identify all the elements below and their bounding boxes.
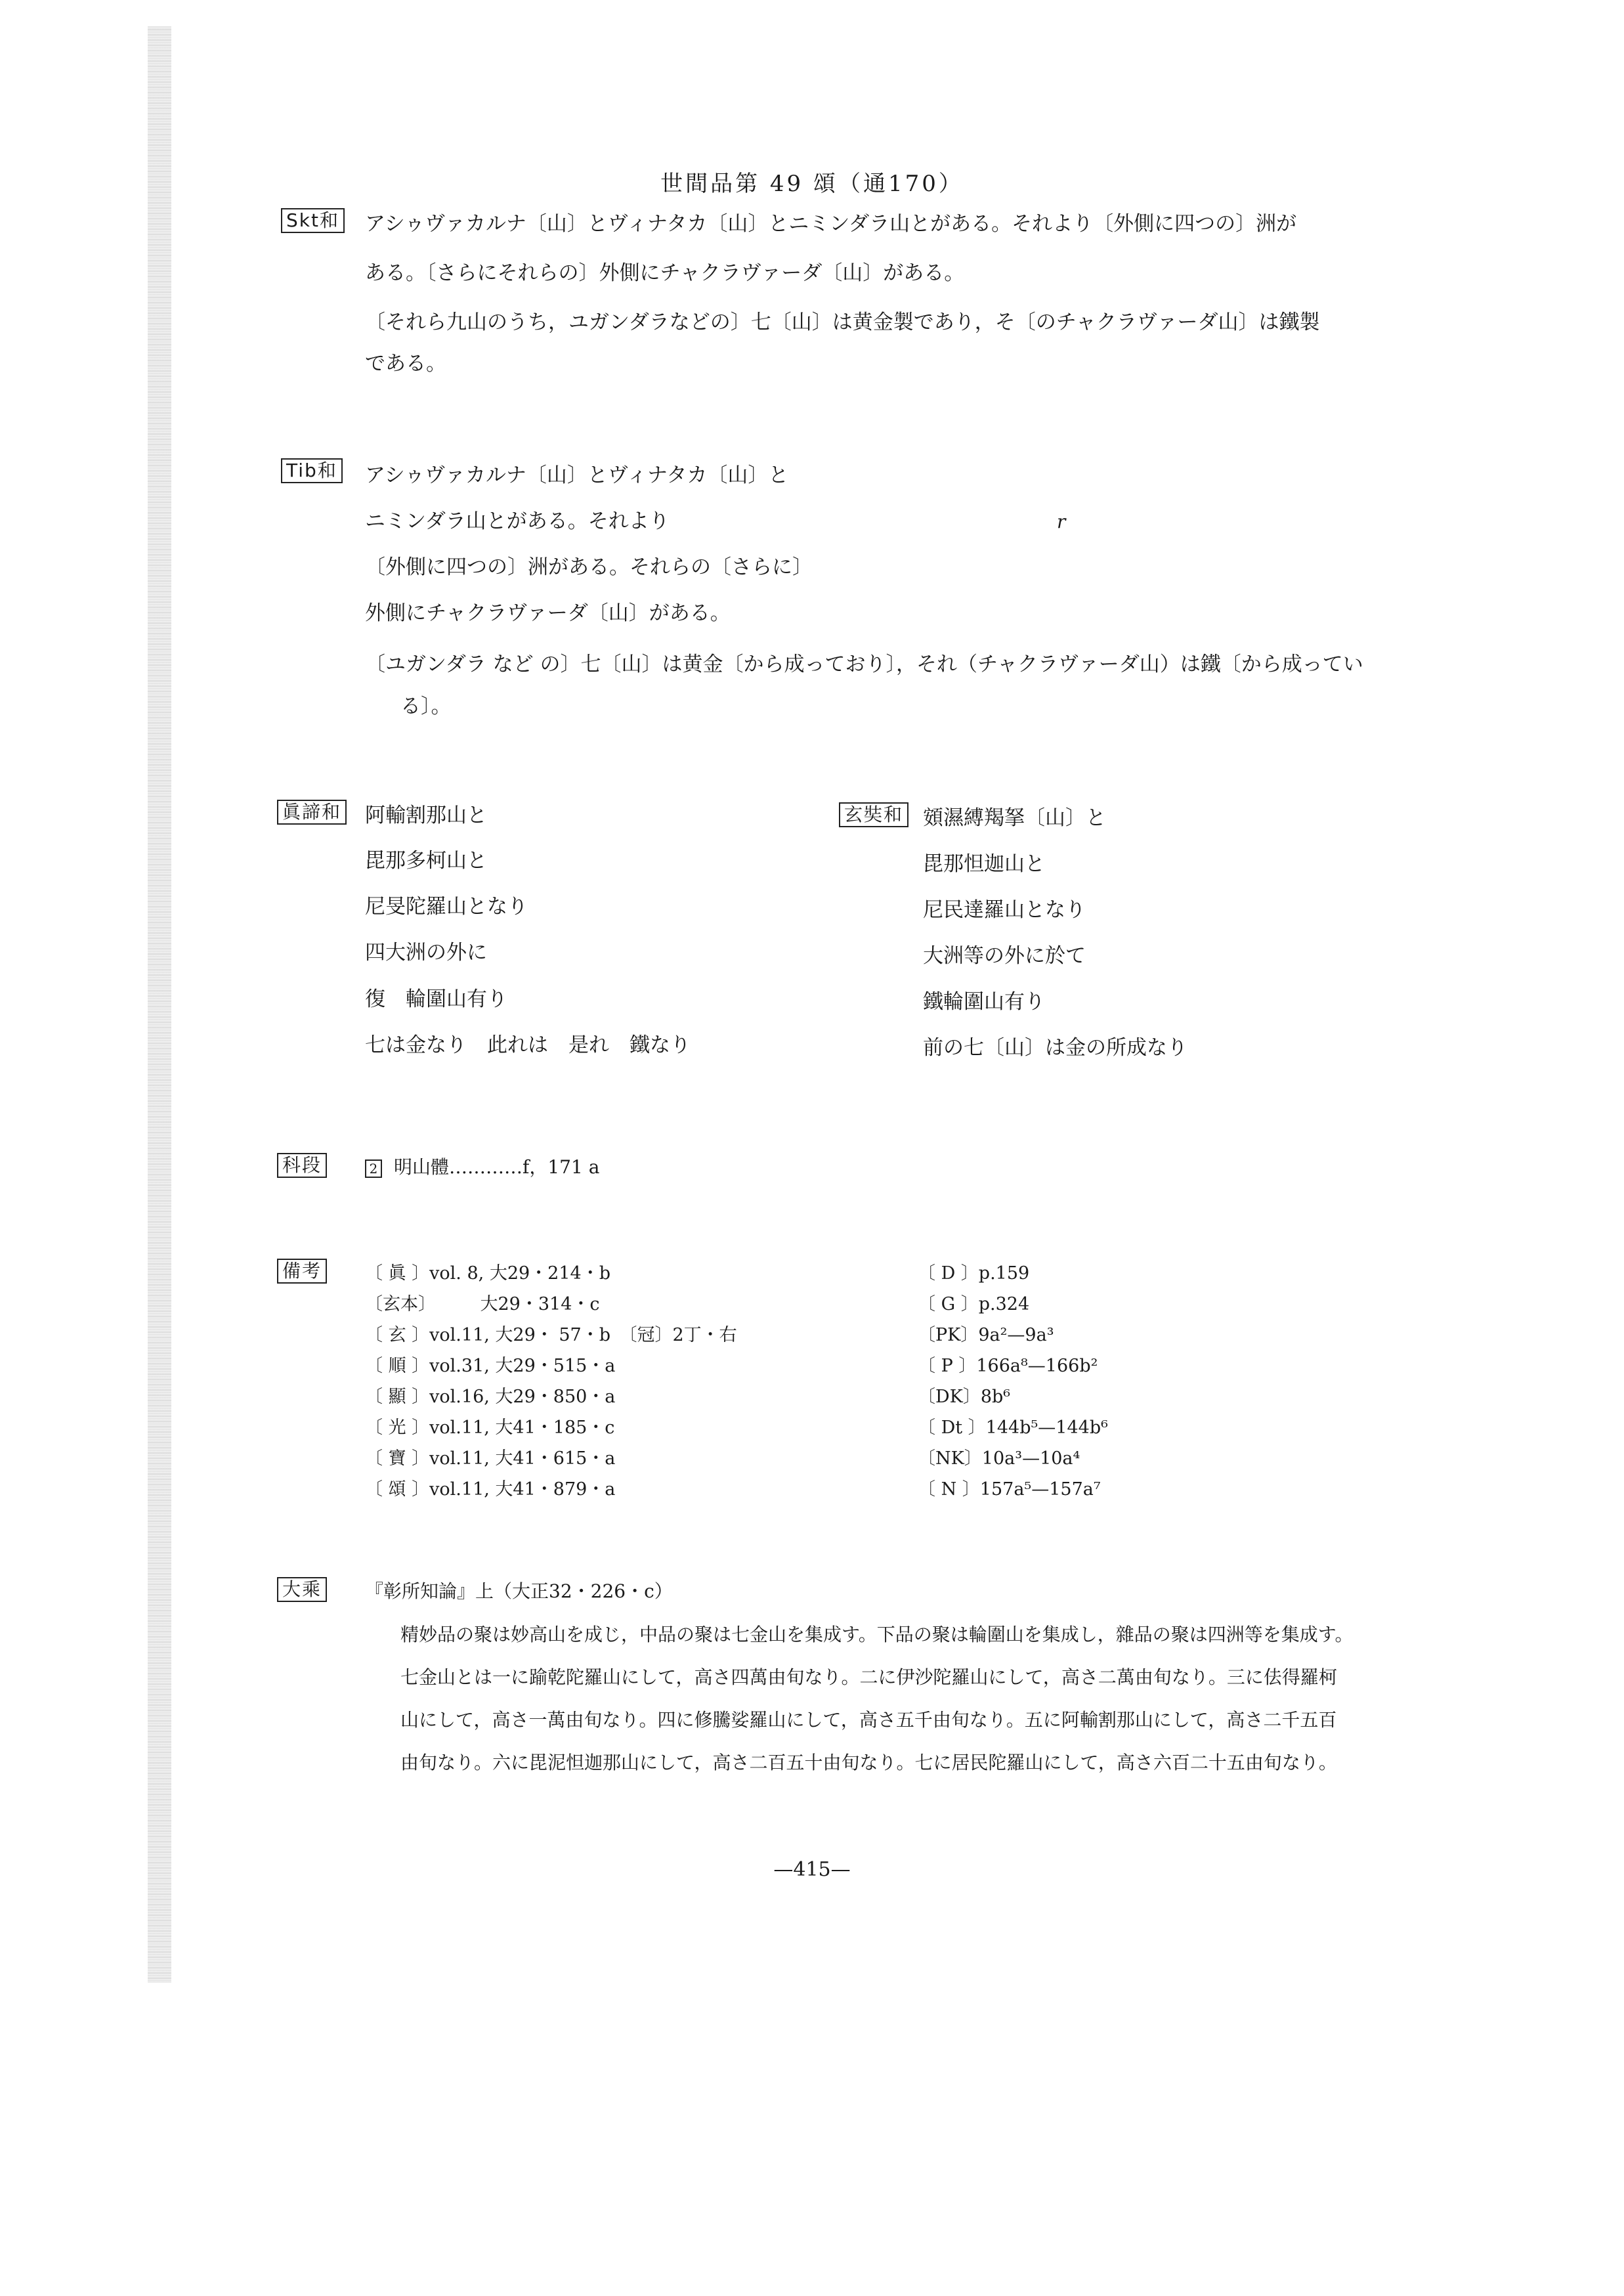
bikou-right-2: 〔 G 〕p.324: [918, 1294, 1030, 1314]
xuanzang-line-4: 大洲等の外に於て: [923, 944, 1086, 968]
zhendi-line-3: 尼旻陀羅山となり: [365, 895, 528, 919]
xuanzang-line-2: 毘那怛迦山と: [923, 852, 1045, 876]
bikou-right-3: 〔PK〕9a²—9a³: [918, 1325, 1054, 1345]
zhendi-line-1: 阿輸割那山と: [365, 804, 487, 827]
xuanzang-tag: 玄奘和: [839, 802, 908, 827]
bikou-right-4: 〔 P 〕166a⁸—166b²: [918, 1356, 1098, 1376]
daijo-line-2: 七金山とは一に踰乾陀羅山にして，高さ四萬由旬なり。二に伊沙陀羅山にして，高さ二萬由旬なり。三に佉得羅柯: [400, 1666, 1337, 1688]
bikou-right-1: 〔 D 〕p.159: [918, 1263, 1030, 1284]
tib-line-4: 外側にチャクラヴァーダ〔山〕がある。: [365, 601, 731, 625]
zhendi-line-5: 復 輪圍山有り: [365, 987, 507, 1011]
bikou-tag: 備考: [277, 1259, 327, 1284]
tib-line-3: 〔外側に四つの〕洲がある。それらの〔さらに〕: [365, 555, 813, 579]
page-title: 世間品第 49 頌（通170）: [660, 171, 964, 197]
skt-line-1: アシゥヴァカルナ〔山〕とヴィナタカ〔山〕とニミンダラ山とがある。それより〔外側に四つの〕洲が: [365, 212, 1297, 236]
bikou-left-2: 〔玄本〕 大29・314・c: [365, 1294, 600, 1314]
bikou-left-1: 〔 眞 〕vol. 8, 大29・214・b: [365, 1263, 610, 1284]
bikou-left-8: 〔 頌 〕vol.11, 大41・879・a: [365, 1479, 616, 1500]
bikou-left-4: 〔 順 〕vol.31, 大29・515・a: [365, 1356, 616, 1376]
xuanzang-line-3: 尼民達羅山となり: [923, 898, 1086, 922]
xuanzang-line-6: 前の七〔山〕は金の所成なり: [923, 1036, 1187, 1060]
skt-line-3: 〔それら九山のうち，ユガンダラなどの〕七〔山〕は黄金製であり，そ〔のチャクラヴァーダ山〕は鐵製: [365, 311, 1320, 334]
daijo-tag: 大乘: [277, 1577, 327, 1602]
daijo-line-3: 山にして，高さ一萬由旬なり。四に修騰娑羅山にして，高さ五千由旬なり。五に阿輸割那山にして，高さ二千五百: [400, 1709, 1337, 1731]
bikou-left-3: 〔 玄 〕vol.11, 大29・ 57・b 〔冠〕2丁・右: [365, 1325, 737, 1345]
kedan-number: 2: [365, 1159, 382, 1178]
kedan-entry: [365, 1153, 599, 1179]
bikou-left-6: 〔 光 〕vol.11, 大41・185・c: [365, 1418, 615, 1438]
tib-line-5: 〔ユガンダラ など の〕七〔山〕は黄金〔から成っており〕，それ（チャクラヴァーダ山）は鐵〔から成ってい: [365, 653, 1363, 676]
skt-line-4: である。: [365, 352, 446, 376]
scan-edge-artifact: [148, 26, 171, 1983]
zhendi-line-2: 毘那多柯山と: [365, 849, 487, 873]
skt-line-2: ある。〔さらにそれらの〕外側にチャクラヴァーダ〔山〕がある。: [365, 261, 965, 285]
xuanzang-line-1: 頞濕縛羯拏〔山〕と: [923, 806, 1106, 830]
bikou-right-7: 〔NK〕10a³—10a⁴: [918, 1448, 1080, 1469]
daijo-source: 『彰所知論』上（大正32・226・c）: [365, 1580, 673, 1602]
bikou-left-7: 〔 寶 〕vol.11, 大41・615・a: [365, 1448, 616, 1469]
tib-line-2: ニミンダラ山とがある。それより: [365, 509, 670, 533]
kedan-text: 明山體…………f，171 a: [394, 1156, 600, 1178]
daijo-line-1: 精妙品の聚は妙高山を成じ，中品の聚は七金山を集成す。下品の聚は輪圍山を集成し，雜品の聚は四洲等を集成す。: [400, 1624, 1354, 1645]
zhendi-line-6: 七は金なり 此れは 是れ 鐵なり: [365, 1033, 691, 1057]
daijo-line-4: 由旬なり。六に毘泥怛迦那山にして，高さ二百五十由旬なり。七に居民陀羅山にして，高さ六百二十五由旬なり。: [400, 1752, 1337, 1773]
bikou-right-5: 〔DK〕8b⁶: [918, 1387, 1011, 1407]
bikou-right-6: 〔 Dt 〕144b⁵—144b⁶: [918, 1418, 1108, 1438]
bikou-left-5: 〔 顯 〕vol.16, 大29・850・a: [365, 1387, 616, 1407]
page-number: —415—: [773, 1858, 851, 1881]
zhendi-line-4: 四大洲の外に: [365, 941, 487, 964]
tib-line-6: る〕。: [400, 695, 452, 718]
stray-mark: r: [1057, 511, 1066, 532]
bikou-right-8: 〔 N 〕157a⁵—157a⁷: [918, 1479, 1101, 1500]
skt-tag: Skt和: [281, 208, 345, 233]
tib-line-1: アシゥヴァカルナ〔山〕とヴィナタカ〔山〕と: [365, 464, 789, 487]
tib-tag: Tib和: [281, 458, 343, 483]
zhendi-tag: 眞諦和: [277, 800, 347, 825]
kedan-tag: 科段: [277, 1153, 327, 1178]
xuanzang-line-5: 鐵輪圍山有り: [923, 990, 1045, 1014]
